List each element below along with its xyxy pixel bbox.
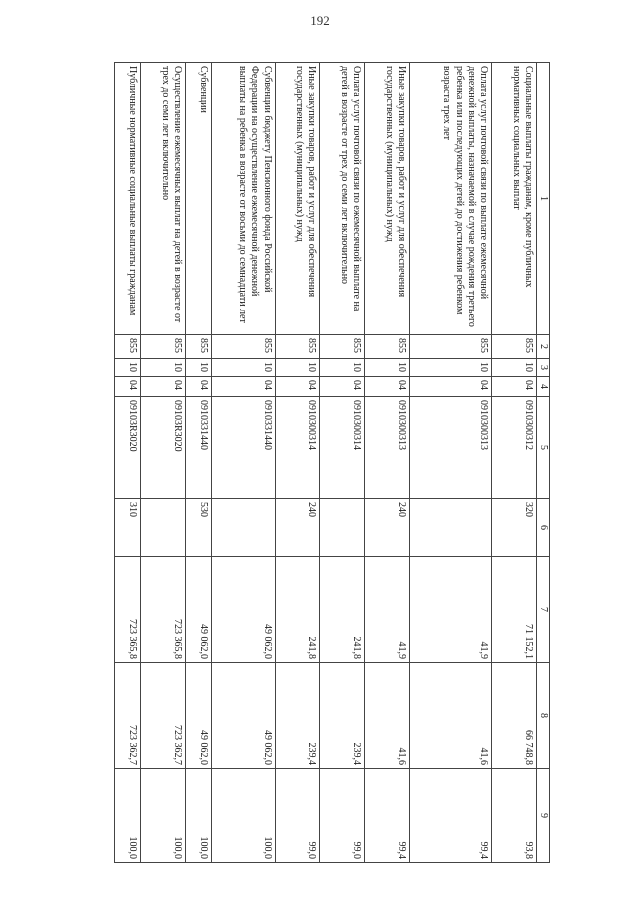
cell-col2: 855 (275, 335, 320, 359)
table-row (212, 63, 275, 863)
cell-col3: 10 (115, 359, 141, 377)
header-cell-4: 4 (536, 377, 549, 397)
cell-col8: 723 362,7 (141, 663, 186, 769)
page-number: 192 (310, 13, 330, 28)
cell-col2: 855 (186, 335, 212, 359)
header-cell-7: 7 (536, 557, 549, 663)
cell-col8: 239,4 (275, 663, 320, 769)
cell-col8: 49 062,0 (186, 663, 212, 769)
cell-col4: 04 (186, 377, 212, 397)
cell-col4: 04 (275, 377, 320, 397)
table-row (275, 63, 320, 863)
cell-col5: 0910300313 (410, 397, 492, 499)
table-header-row (536, 63, 549, 863)
cell-col6: 530 (186, 499, 212, 557)
header-cell-5: 5 (536, 397, 549, 499)
cell-col9: 93,8 (492, 769, 537, 863)
cell-col8: 49 062,0 (212, 663, 275, 769)
rotated-table-container (114, 62, 550, 862)
cell-col3: 10 (141, 359, 186, 377)
cell-col4: 04 (492, 377, 537, 397)
cell-col9: 100,0 (115, 769, 141, 863)
cell-col5: 0910300312 (492, 397, 537, 499)
cell-col3: 10 (410, 359, 492, 377)
cell-col3: 10 (275, 359, 320, 377)
header-cell-8: 8 (536, 663, 549, 769)
cell-col4: 04 (115, 377, 141, 397)
cell-col6 (410, 499, 492, 557)
cell-col2: 855 (141, 335, 186, 359)
cell-col7: 71 152,1 (492, 557, 537, 663)
budget-table (114, 62, 550, 863)
cell-col7: 49 062,0 (186, 557, 212, 663)
cell-col4: 04 (212, 377, 275, 397)
row-name: Социальные выплаты гражданам, кроме публичных нормативных социальных выплат (492, 63, 537, 335)
cell-col9: 99,4 (365, 769, 410, 863)
row-name: Оплата услуг почтовой связи по ежемесячной выплате на детей в возрасте от трех до семи лет включительно (320, 63, 365, 335)
cell-col2: 855 (212, 335, 275, 359)
cell-col3: 10 (212, 359, 275, 377)
cell-col6 (320, 499, 365, 557)
table-row (365, 63, 410, 863)
header-cell-6: 6 (536, 499, 549, 557)
cell-col3: 10 (365, 359, 410, 377)
cell-col5: 09103R3020 (141, 397, 186, 499)
cell-col8: 41,6 (410, 663, 492, 769)
table-row (141, 63, 186, 863)
table-row (410, 63, 492, 863)
cell-col6 (212, 499, 275, 557)
row-name: Осуществление ежемесячных выплат на детей в возрасте от трех до семи лет включительно (141, 63, 186, 335)
cell-col4: 04 (320, 377, 365, 397)
cell-col7: 41,9 (365, 557, 410, 663)
cell-col5: 0910331440 (186, 397, 212, 499)
cell-col9: 99,0 (320, 769, 365, 863)
row-name: Субвенции бюджету Пенсионного фонда Российской Федерации на осуществление ежемесячной денежной выплаты на ребенка в возрасте от восьми до семнадцати лет (212, 63, 275, 335)
cell-col7: 241,8 (275, 557, 320, 663)
cell-col7: 723 365,8 (141, 557, 186, 663)
cell-col6: 240 (365, 499, 410, 557)
cell-col3: 10 (492, 359, 537, 377)
cell-col5: 0910331440 (212, 397, 275, 499)
cell-col2: 855 (492, 335, 537, 359)
cell-col6: 310 (115, 499, 141, 557)
cell-col2: 855 (320, 335, 365, 359)
header-cell-9: 9 (536, 769, 549, 863)
cell-col4: 04 (410, 377, 492, 397)
table-row (320, 63, 365, 863)
cell-col4: 04 (365, 377, 410, 397)
cell-col7: 723 365,8 (115, 557, 141, 663)
cell-col2: 855 (115, 335, 141, 359)
cell-col7: 241,8 (320, 557, 365, 663)
table-row (186, 63, 212, 863)
cell-col3: 10 (320, 359, 365, 377)
cell-col8: 41,6 (365, 663, 410, 769)
rotated-table-frame (114, 62, 550, 862)
cell-col7: 49 062,0 (212, 557, 275, 663)
cell-col8: 66 748,8 (492, 663, 537, 769)
cell-col9: 100,0 (141, 769, 186, 863)
cell-col2: 855 (365, 335, 410, 359)
table-row (115, 63, 141, 863)
table-row (492, 63, 537, 863)
cell-col9: 100,0 (186, 769, 212, 863)
cell-col5: 0910300314 (275, 397, 320, 499)
cell-col8: 239,4 (320, 663, 365, 769)
row-name: Субвенции (186, 63, 212, 335)
header-cell-1: 1 (536, 63, 549, 335)
header-cell-3: 3 (536, 359, 549, 377)
cell-col5: 0910300314 (320, 397, 365, 499)
header-cell-2: 2 (536, 335, 549, 359)
cell-col6: 240 (275, 499, 320, 557)
cell-col8: 723 362,7 (115, 663, 141, 769)
cell-col6 (141, 499, 186, 557)
row-name: Публичные нормативные социальные выплаты гражданам (115, 63, 141, 335)
row-name: Оплата услуг почтовой связи по выплате ежемесячной денежной выплаты, назначаемой в случае рождения третьего ребенка или последующих детей до достижения ребенком возраста трех лет (410, 63, 492, 335)
row-name: Иные закупки товаров, работ и услуг для обеспечения государственных (муниципальных) нужд (275, 63, 320, 335)
cell-col2: 855 (410, 335, 492, 359)
cell-col6: 320 (492, 499, 537, 557)
cell-col3: 10 (186, 359, 212, 377)
cell-col5: 09103R3020 (115, 397, 141, 499)
cell-col7: 41,9 (410, 557, 492, 663)
row-name: Иные закупки товаров, работ и услуг для обеспечения государственных (муниципальных) нужд (365, 63, 410, 335)
cell-col9: 100,0 (212, 769, 275, 863)
cell-col9: 99,0 (275, 769, 320, 863)
cell-col9: 99,4 (410, 769, 492, 863)
cell-col4: 04 (141, 377, 186, 397)
cell-col5: 0910300313 (365, 397, 410, 499)
